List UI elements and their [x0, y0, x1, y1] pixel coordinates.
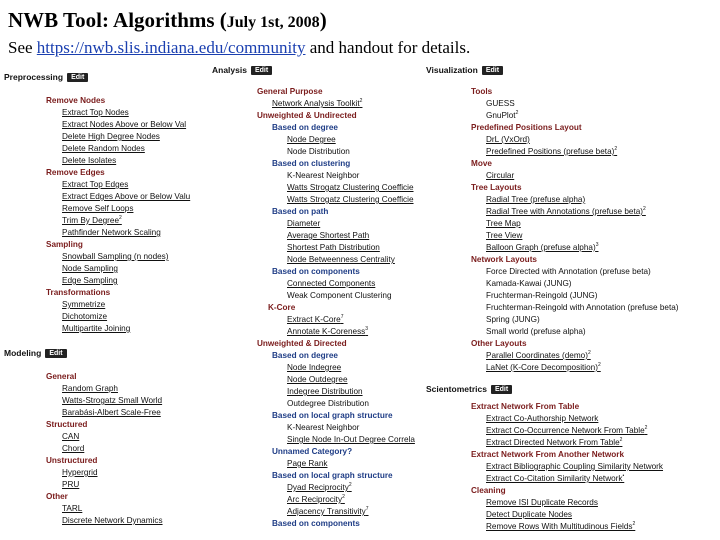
spacer [4, 359, 212, 371]
modeling-header [4, 347, 212, 359]
footnote-mark: 3 [365, 326, 369, 332]
menu-item[interactable]: Single Node In-Out Degree Correla [287, 435, 415, 444]
menu-category: Sampling [46, 240, 83, 249]
spacer [426, 76, 718, 86]
menu-category: Tree Layouts [471, 183, 522, 192]
menu-item[interactable]: Hypergrid [62, 468, 98, 477]
menu-item-co-citation[interactable] [426, 473, 718, 485]
spacer [4, 83, 212, 95]
analysis-header [212, 64, 421, 76]
menu-subcategory: Based on components [272, 519, 360, 528]
menu-item[interactable]: Extract Co-Authorship Network [486, 414, 599, 423]
left-column [4, 71, 212, 527]
menu-item[interactable]: Multipartite Joining [62, 324, 131, 333]
menu-item[interactable]: TARL [62, 504, 83, 513]
menu-category: Tools [471, 87, 493, 96]
menu-item[interactable]: Extract Bibliographic Coupling Similarity Network [486, 462, 664, 471]
menu-item-network-analysis-toolkit[interactable] [212, 98, 421, 110]
footnote-mark: 2 [614, 146, 618, 152]
analysis-edit-button[interactable]: Edit [251, 66, 272, 75]
menu-item[interactable]: Connected Components [287, 279, 376, 288]
menu-item[interactable]: Remove ISI Duplicate Records [486, 498, 598, 507]
menu-item[interactable]: Snowball Sampling (n nodes) [62, 252, 169, 261]
footnote-mark: 7 [340, 314, 344, 320]
menu-item-directed-network[interactable] [426, 437, 718, 449]
footnote-mark: 2 [619, 437, 623, 443]
page-title [8, 8, 327, 33]
menu-item[interactable]: Node Outdegree [287, 375, 348, 384]
menu-item-label: Annotate K-Coreness [287, 327, 366, 336]
menu-item[interactable]: Symmetrize [62, 300, 106, 309]
menu-item-label: Extract Co-Citation Similarity Network [486, 474, 623, 483]
menu-item[interactable]: Node Distribution [287, 147, 350, 156]
menu-category: Extract Network From Table [471, 402, 580, 411]
menu-item-label: GnuPlot [486, 111, 516, 120]
visualization-edit-button[interactable]: Edit [482, 66, 503, 75]
menu-item[interactable]: Shortest Path Distribution [287, 243, 380, 252]
menu-item[interactable]: CAN [62, 432, 80, 441]
menu-item[interactable]: Extract Top Edges [62, 180, 129, 189]
menu-category: Other [46, 492, 68, 501]
menu-category: Structured [46, 420, 88, 429]
menu-item[interactable]: Edge Sampling [62, 276, 118, 285]
menu-item[interactable]: Extract Nodes Above or Below Val [62, 120, 187, 129]
footnote-mark: 2 [515, 110, 519, 116]
scientometrics-header-label: Scientometrics [426, 384, 487, 394]
analysis-column [212, 64, 421, 530]
menu-item[interactable]: Node Betweenness Centrality [287, 255, 395, 264]
menu-item[interactable]: Delete Isolates [62, 156, 117, 165]
menu-item[interactable]: Node Sampling [62, 264, 118, 273]
preprocessing-edit-button[interactable]: Edit [67, 73, 88, 82]
menu-item-dyad-reciprocity[interactable] [212, 482, 421, 494]
menu-item-lanet[interactable] [426, 362, 718, 374]
scientometrics-edit-button[interactable]: Edit [491, 385, 512, 394]
footnote-mark: 2 [348, 482, 352, 488]
footnote-mark: 2 [342, 494, 345, 500]
visualization-header [426, 64, 718, 76]
menu-item[interactable]: Extract Edges Above or Below Valu [62, 192, 191, 201]
menu-item[interactable]: Barabási-Albert Scale-Free [62, 408, 161, 417]
menu-item[interactable]: Discrete Network Dynamics [62, 516, 163, 525]
menu-item[interactable]: Radial Tree (prefuse alpha) [486, 195, 586, 204]
spacer [212, 76, 421, 86]
menu-item[interactable]: Watts Strogatz Clustering Coefficie [287, 195, 414, 204]
preprocessing-header [4, 71, 212, 83]
menu-item-balloon-graph[interactable] [426, 242, 718, 254]
menu-item-extract-k-core[interactable] [212, 314, 421, 326]
menu-item[interactable]: PRU [62, 480, 80, 489]
footnote-mark: 2 [643, 206, 646, 212]
menu-item[interactable]: Dichotomize [62, 312, 108, 321]
menu-category: K-Core [268, 303, 296, 312]
menu-category: Unweighted & Directed [257, 339, 347, 348]
menu-item-label: Extract K-Core [287, 315, 341, 324]
menu-item[interactable]: GUESS [486, 99, 515, 108]
menu-item-label: LaNet (K-Core Decomposition) [486, 363, 598, 372]
menu-item[interactable]: Delete Random Nodes [62, 144, 145, 153]
menu-item-label: Parallel Coordinates (demo) [486, 351, 588, 360]
menu-item-predefined-positions[interactable] [426, 146, 718, 158]
menu-item[interactable]: Node Indegree [287, 363, 342, 372]
footnote-mark: 2 [587, 350, 591, 356]
menu-item-trim-by-degree[interactable] [4, 215, 212, 227]
menu-item-label: Balloon Graph (prefuse alpha) [486, 243, 596, 252]
menu-category: General Purpose [257, 87, 323, 96]
subtitle [8, 38, 470, 58]
right-column [426, 64, 718, 533]
scientometrics-header [426, 383, 718, 395]
analysis-header-label: Analysis [212, 65, 247, 75]
menu-category: Extract Network From Another Network [471, 450, 625, 459]
menu-item-label: Radial Tree with Annotations (prefuse beta) [486, 207, 644, 216]
menu-item-label: Adjacency Transitivity [287, 507, 366, 516]
menu-category: General [46, 372, 77, 381]
menu-item[interactable]: Tree View [486, 231, 523, 240]
footnote-mark: 7 [365, 506, 369, 512]
menu-item[interactable]: DrL (VxOrd) [486, 135, 530, 144]
menu-item-adjacency-transitivity[interactable] [212, 506, 421, 518]
menu-item[interactable]: Extract Top Nodes [62, 108, 129, 117]
menu-subcategory: Based on local graph structure [272, 471, 393, 480]
menu-category: Remove Nodes [46, 96, 106, 105]
menu-category: Move [471, 159, 492, 168]
menu-subcategory: Based on degree [272, 351, 338, 360]
menu-item-gnuplot[interactable] [426, 110, 718, 122]
footnote-mark: 2 [119, 215, 122, 221]
menu-item[interactable]: Chord [62, 444, 85, 453]
footnote-mark: 2 [644, 425, 648, 431]
menu-subcategory: Based on clustering [272, 159, 351, 168]
menu-category: Unstructured [46, 456, 98, 465]
menu-item-co-occurrence[interactable] [426, 425, 718, 437]
menu-item[interactable]: Circular [486, 171, 515, 180]
menu-item[interactable]: Delete High Degree Nodes [62, 132, 160, 141]
visualization-header-label: Visualization [426, 65, 478, 75]
menu-item[interactable]: Average Shortest Path [287, 231, 370, 240]
menu-item[interactable]: Detect Duplicate Nodes [486, 510, 573, 519]
menu-item-label: Extract Directed Network From Table [486, 438, 620, 447]
menu-item-parallel-coordinates[interactable] [426, 350, 718, 362]
menu-category: Remove Edges [46, 168, 105, 177]
title-date: July 1st, 2008 [226, 14, 320, 31]
menu-subcategory: Based on path [272, 207, 329, 216]
community-link[interactable]: https://nwb.slis.indiana.edu/community [36, 38, 306, 57]
menu-item-radial-tree-annotations[interactable] [426, 206, 718, 218]
modeling-header-label: Modeling [4, 348, 42, 358]
menu-category: Other Layouts [471, 339, 527, 348]
menu-item-multitudinous[interactable] [426, 521, 718, 533]
menu-item[interactable]: Force Directed with Annotation (prefuse beta) [486, 267, 651, 276]
menu-item[interactable]: Watts Strogatz Clustering Coefficie [287, 183, 414, 192]
menu-category: Predefined Positions Layout [471, 123, 582, 132]
title-close: ) [319, 8, 327, 32]
menu-item[interactable]: K-Nearest Neighbor [287, 171, 360, 180]
menu-item-label: Arc Reciprocity [287, 495, 343, 504]
footnote-mark: 2 [359, 98, 363, 104]
menu-item-label: Predefined Positions (prefuse beta) [486, 147, 615, 156]
menu-item[interactable]: Spring (JUNG) [486, 315, 540, 324]
menu-item[interactable]: Diameter [287, 219, 321, 228]
menu-item-label: Remove Rows With Multitudinous Fields [486, 522, 633, 531]
menu-subcategory: Based on degree [272, 123, 338, 132]
menu-category: Transformations [46, 288, 111, 297]
menu-subcategory: Based on local graph structure [272, 411, 393, 420]
menu-item-label: Network Analysis Toolkit [272, 99, 360, 108]
menu-item[interactable]: Node Degree [287, 135, 336, 144]
menu-item[interactable]: Page Rank [287, 459, 328, 468]
title-main: NWB Tool: Algorithms ( [8, 8, 227, 32]
menu-item[interactable]: Kamada-Kawai (JUNG) [486, 279, 572, 288]
footnote-mark: 2 [632, 521, 636, 527]
menu-item-annotate-k-coreness[interactable] [212, 326, 421, 338]
menu-item-label: Extract Co-Occurrence Network From Table [486, 426, 645, 435]
menu-category: Cleaning [471, 486, 506, 495]
menu-item-label: Trim By Degree [62, 216, 120, 225]
menu-item[interactable]: Watts-Strogatz Small World [62, 396, 163, 405]
footnote-mark: • [622, 473, 625, 479]
menu-item[interactable]: Remove Self Loops [62, 204, 134, 213]
footnote-mark: 3 [595, 242, 599, 248]
menu-subcategory: Unnamed Category? [272, 447, 353, 456]
menu-item[interactable]: Pathfinder Network Scaling [62, 228, 161, 237]
menu-item[interactable]: Tree Map [486, 219, 521, 228]
menu-item[interactable]: Fruchterman-Reingold (JUNG) [486, 291, 598, 300]
spacer [4, 335, 212, 347]
menu-item-label: Dyad Reciprocity [287, 483, 349, 492]
menu-item[interactable]: K-Nearest Neighbor [287, 423, 360, 432]
menu-item[interactable]: Weak Component Clustering [287, 291, 392, 300]
menu-item[interactable]: Outdegree Distribution [287, 399, 369, 408]
menu-subcategory: Based on components [272, 267, 360, 276]
modeling-edit-button[interactable]: Edit [45, 349, 66, 358]
menu-item[interactable]: Small world (prefuse alpha) [486, 327, 586, 336]
preprocessing-header-label: Preprocessing [4, 72, 64, 82]
subtitle-suffix: and handout for details. [305, 38, 471, 57]
menu-item[interactable]: Fruchterman-Reingold with Annotation (prefuse beta) [486, 303, 679, 312]
menu-item-arc-reciprocity[interactable] [212, 494, 421, 506]
footnote-mark: 2 [597, 362, 601, 368]
subtitle-prefix: See [8, 38, 37, 57]
spacer [426, 374, 718, 383]
menu-item[interactable]: Random Graph [62, 384, 118, 393]
menu-category: Unweighted & Undirected [257, 111, 357, 120]
menu-item[interactable]: Indegree Distribution [287, 387, 363, 396]
menu-category: Network Layouts [471, 255, 537, 264]
